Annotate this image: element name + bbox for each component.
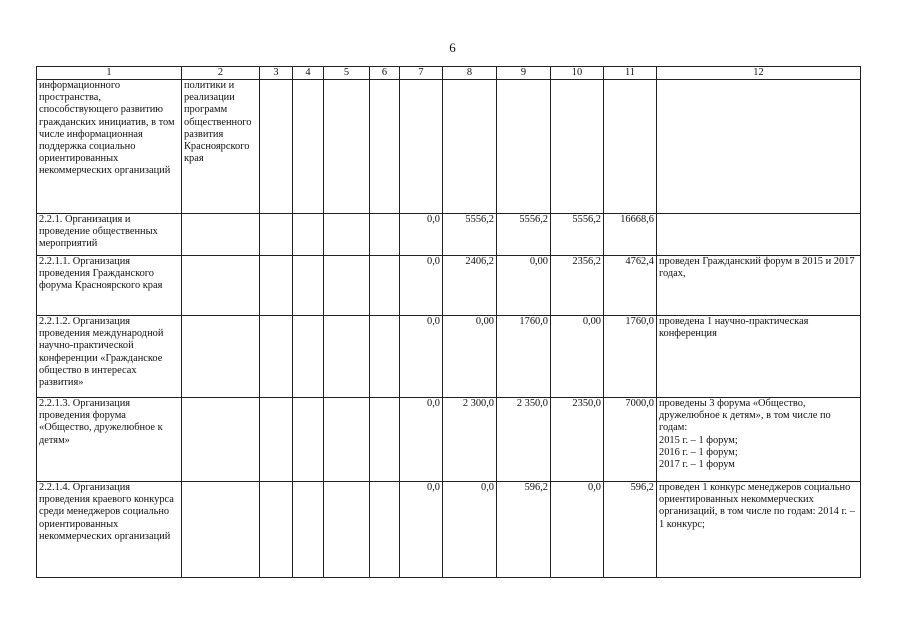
value-cell: 2350,0: [551, 398, 604, 482]
total-cell: 16668,6: [604, 214, 657, 256]
result-line: проведена 1 научно-практическая конференция: [659, 316, 809, 340]
value-cell: [497, 80, 551, 214]
responsible-cell: [182, 256, 260, 316]
empty-cell: [324, 398, 370, 482]
table-row: [37, 482, 861, 578]
column-header: 8: [443, 67, 497, 80]
value-cell: 0,0: [400, 482, 443, 578]
program-activities-table: [36, 66, 861, 578]
value-cell: 0,0: [400, 316, 443, 398]
result-line: проведены 3 форума «Общество, дружелюбное к детям», в том числе по годам:: [659, 398, 831, 434]
table-row: [37, 256, 861, 316]
empty-cell: [370, 80, 400, 214]
column-header: 11: [604, 67, 657, 80]
result-line: 2016 г. – 1 форум;: [659, 446, 738, 458]
activity-name-cell: 2.2.1.3. Организация проведения форума «Общество, дружелюбное к детям»: [37, 398, 182, 482]
empty-cell: [293, 214, 324, 256]
empty-cell: [324, 256, 370, 316]
result-line: проведен 1 конкурс менеджеров социально ориентированных некоммерческих организаций, в том числе по годам: 2014 г. – 1 конкурс;: [659, 482, 855, 530]
result-cell: [657, 214, 861, 256]
result-cell: [657, 482, 861, 578]
responsible-cell: [182, 316, 260, 398]
column-number-row: [37, 67, 861, 80]
result-cell: [657, 316, 861, 398]
empty-cell: [370, 256, 400, 316]
table-row: [37, 214, 861, 256]
empty-cell: [260, 214, 293, 256]
empty-cell: [370, 398, 400, 482]
value-cell: 0,00: [497, 256, 551, 316]
column-header: 10: [551, 67, 604, 80]
activity-name-cell: 2.2.1. Организация и проведение общественных мероприятий: [37, 214, 182, 256]
value-cell: 596,2: [497, 482, 551, 578]
value-cell: 0,0: [400, 214, 443, 256]
value-cell: [443, 80, 497, 214]
value-cell: [400, 80, 443, 214]
empty-cell: [260, 398, 293, 482]
value-cell: 0,0: [443, 482, 497, 578]
value-cell: 5556,2: [443, 214, 497, 256]
value-cell: 0,00: [551, 316, 604, 398]
empty-cell: [293, 80, 324, 214]
column-header: 1: [37, 67, 182, 80]
empty-cell: [260, 80, 293, 214]
table-row: [37, 398, 861, 482]
column-header: 4: [293, 67, 324, 80]
value-cell: 0,0: [400, 398, 443, 482]
empty-cell: [293, 316, 324, 398]
total-cell: 596,2: [604, 482, 657, 578]
result-cell: [657, 398, 861, 482]
empty-cell: [370, 482, 400, 578]
empty-cell: [324, 214, 370, 256]
column-header: 2: [182, 67, 260, 80]
result-line: 2017 г. – 1 форум: [659, 459, 735, 471]
empty-cell: [370, 316, 400, 398]
value-cell: 0,00: [443, 316, 497, 398]
value-cell: 1760,0: [497, 316, 551, 398]
empty-cell: [293, 256, 324, 316]
value-cell: 0,0: [400, 256, 443, 316]
table-body: [37, 80, 861, 578]
column-header: 5: [324, 67, 370, 80]
page-number: 6: [449, 40, 456, 55]
responsible-cell: [182, 398, 260, 482]
responsible-cell: [182, 214, 260, 256]
value-cell: 2406,2: [443, 256, 497, 316]
activity-name-cell: 2.2.1.1. Организация проведения Гражданского форума Красноярского края: [37, 256, 182, 316]
column-header: 12: [657, 67, 861, 80]
empty-cell: [293, 482, 324, 578]
table-row: [37, 316, 861, 398]
value-cell: 2356,2: [551, 256, 604, 316]
result-line: 2015 г. – 1 форум;: [659, 434, 738, 446]
total-cell: 4762,4: [604, 256, 657, 316]
empty-cell: [260, 256, 293, 316]
table-row: [37, 80, 861, 214]
value-cell: [551, 80, 604, 214]
result-line: проведен Гражданский форум в 2015 и 2017 годах,: [659, 256, 855, 280]
activity-name-cell: 2.2.1.4. Организация проведения краевого конкурса среди менеджеров социально ориентированных некоммерческих организаций: [37, 482, 182, 578]
empty-cell: [260, 316, 293, 398]
column-header: 9: [497, 67, 551, 80]
column-header: 6: [370, 67, 400, 80]
empty-cell: [324, 482, 370, 578]
responsible-cell: [182, 482, 260, 578]
column-header: 3: [260, 67, 293, 80]
empty-cell: [260, 482, 293, 578]
column-header: 7: [400, 67, 443, 80]
empty-cell: [293, 398, 324, 482]
total-cell: 7000,0: [604, 398, 657, 482]
total-cell: [604, 80, 657, 214]
empty-cell: [324, 80, 370, 214]
value-cell: 5556,2: [497, 214, 551, 256]
result-cell: [657, 256, 861, 316]
empty-cell: [370, 214, 400, 256]
value-cell: 0,0: [551, 482, 604, 578]
responsible-cell: политики и реализации программ общественного развития Красноярского края: [182, 80, 260, 214]
activity-name-cell: 2.2.1.2. Организация проведения международной научно-практической конференции «Гражданское общество в интересах развития»: [37, 316, 182, 398]
result-cell: [657, 80, 861, 214]
value-cell: 5556,2: [551, 214, 604, 256]
value-cell: 2 350,0: [497, 398, 551, 482]
empty-cell: [324, 316, 370, 398]
value-cell: 2 300,0: [443, 398, 497, 482]
total-cell: 1760,0: [604, 316, 657, 398]
activity-name-cell: информационного пространства, способствующего развитию гражданских инициатив, в том числе информационная поддержка социально ориентированных некоммерческих организаций: [37, 80, 182, 214]
